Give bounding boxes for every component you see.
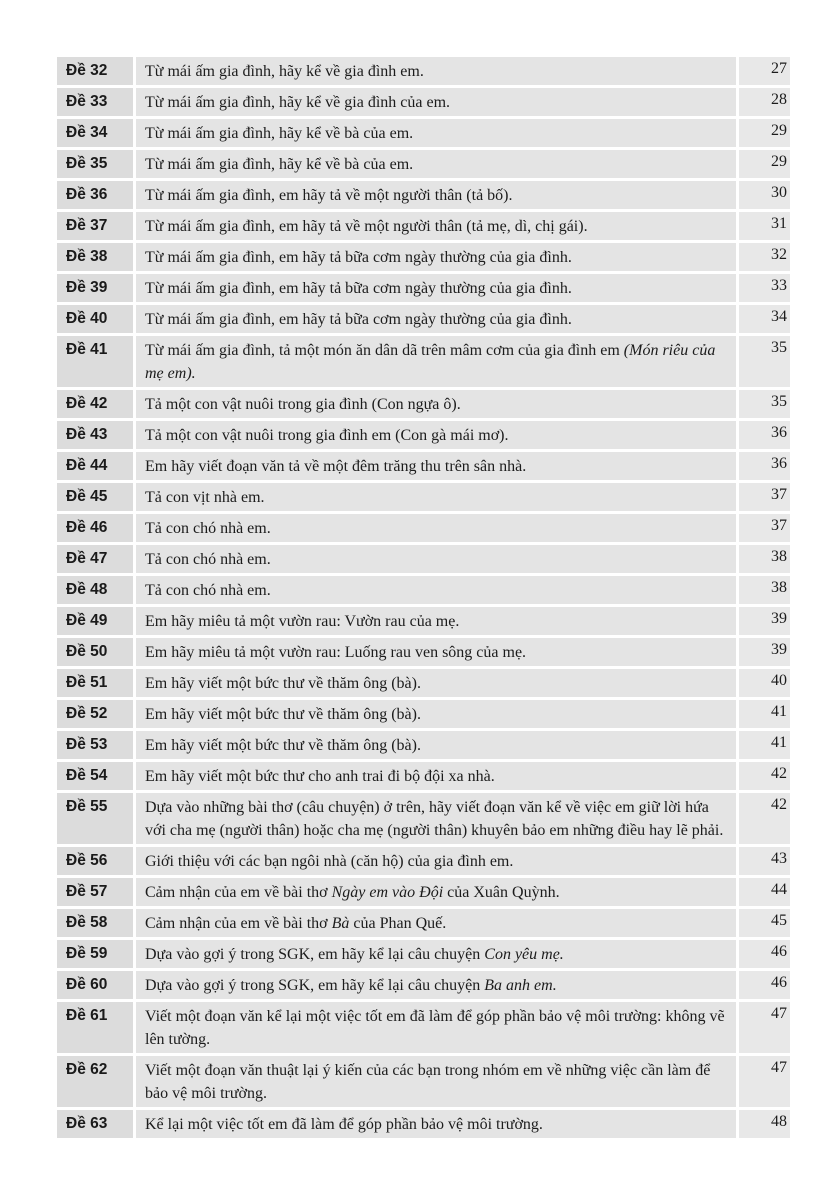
toc-entry[interactable] bbox=[57, 88, 790, 116]
entry-title-text: Từ mái ấm gia đình, em hãy tả bữa cơm ngày thường của gia đình. bbox=[145, 311, 572, 328]
entry-number: Đề 42 bbox=[57, 390, 133, 418]
toc-entry[interactable] bbox=[57, 971, 790, 999]
entry-title-text: Em hãy miêu tả một vườn rau: Luống rau ven sông của mẹ. bbox=[145, 644, 527, 661]
toc-entry[interactable] bbox=[57, 731, 790, 759]
entry-number: Đề 63 bbox=[57, 1110, 133, 1138]
entry-page-number: 29 bbox=[739, 150, 790, 178]
entry-page-number: 27 bbox=[739, 57, 790, 85]
entry-title bbox=[136, 607, 736, 635]
toc-entry[interactable] bbox=[57, 669, 790, 697]
entry-page-number: 47 bbox=[739, 1056, 790, 1107]
entry-page-number: 35 bbox=[739, 390, 790, 418]
entry-number: Đề 41 bbox=[57, 336, 133, 387]
entry-title-text: Từ mái ấm gia đình, em hãy tả về một người thân (tả mẹ, dì, chị gái). bbox=[145, 218, 588, 235]
entry-number: Đề 61 bbox=[57, 1002, 133, 1053]
entry-page-number: 45 bbox=[739, 909, 790, 937]
toc-entry[interactable] bbox=[57, 57, 790, 85]
entry-title-text: của Phan Quế. bbox=[349, 915, 447, 932]
entry-title-text: Tả một con vật nuôi trong gia đình em (Con gà mái mơ). bbox=[145, 427, 509, 444]
entry-title-text: Viết một đoạn văn thuật lại ý kiến của các bạn trong nhóm em về những việc cần làm để bảo vệ môi trường. bbox=[145, 1062, 711, 1102]
entry-title bbox=[136, 305, 736, 333]
entry-number: Đề 43 bbox=[57, 421, 133, 449]
entry-number: Đề 45 bbox=[57, 483, 133, 511]
entry-title bbox=[136, 731, 736, 759]
entry-title bbox=[136, 119, 736, 147]
entry-title bbox=[136, 212, 736, 240]
entry-title-text: Cảm nhận của em về bài thơ bbox=[145, 915, 332, 932]
entry-page-number: 37 bbox=[739, 483, 790, 511]
entry-title-italic: (Món riêu của mẹ em). bbox=[145, 342, 716, 382]
entry-page-number: 31 bbox=[739, 212, 790, 240]
entry-number: Đề 40 bbox=[57, 305, 133, 333]
toc-entry[interactable] bbox=[57, 940, 790, 968]
entry-title bbox=[136, 545, 736, 573]
entry-page-number: 33 bbox=[739, 274, 790, 302]
toc-entry[interactable] bbox=[57, 119, 790, 147]
entry-title bbox=[136, 1056, 736, 1107]
entry-number: Đề 55 bbox=[57, 793, 133, 844]
entry-title bbox=[136, 150, 736, 178]
entry-title-italic: Ngày em vào Đội bbox=[331, 884, 444, 901]
entry-number: Đề 48 bbox=[57, 576, 133, 604]
entry-title-text: Tả con vịt nhà em. bbox=[145, 489, 265, 506]
toc-entry[interactable] bbox=[57, 181, 790, 209]
entry-number: Đề 54 bbox=[57, 762, 133, 790]
toc-entry[interactable] bbox=[57, 1110, 790, 1138]
entry-title-text: Tả con chó nhà em. bbox=[145, 551, 271, 568]
entry-title bbox=[136, 57, 736, 85]
entry-title-text: Em hãy viết một bức thư về thăm ông (bà). bbox=[145, 706, 421, 723]
entry-page-number: 37 bbox=[739, 514, 790, 542]
entry-page-number: 38 bbox=[739, 545, 790, 573]
entry-title-text: Dựa vào gợi ý trong SGK, em hãy kể lại câu chuyện bbox=[145, 977, 485, 994]
entry-title-text: Em hãy miêu tả một vườn rau: Vườn rau của mẹ. bbox=[145, 613, 460, 630]
toc-entry[interactable] bbox=[57, 878, 790, 906]
toc-entry[interactable] bbox=[57, 545, 790, 573]
entry-title-text: Tả con chó nhà em. bbox=[145, 520, 271, 537]
entry-number: Đề 50 bbox=[57, 638, 133, 666]
entry-number: Đề 51 bbox=[57, 669, 133, 697]
entry-number: Đề 57 bbox=[57, 878, 133, 906]
entry-title bbox=[136, 483, 736, 511]
toc-entry[interactable] bbox=[57, 390, 790, 418]
entry-title bbox=[136, 847, 736, 875]
entry-page-number: 39 bbox=[739, 638, 790, 666]
entry-page-number: 44 bbox=[739, 878, 790, 906]
entry-title-text: Giới thiệu với các bạn ngôi nhà (căn hộ) của gia đình em. bbox=[145, 853, 514, 870]
entry-page-number: 42 bbox=[739, 762, 790, 790]
toc-entry[interactable] bbox=[57, 847, 790, 875]
entry-title bbox=[136, 971, 736, 999]
toc-entry[interactable] bbox=[57, 243, 790, 271]
entry-title-text: Từ mái ấm gia đình, hãy kể về gia đình em. bbox=[145, 63, 424, 80]
entry-number: Đề 46 bbox=[57, 514, 133, 542]
entry-number: Đề 34 bbox=[57, 119, 133, 147]
entry-title-text: Em hãy viết một bức thư về thăm ông (bà). bbox=[145, 675, 421, 692]
entry-page-number: 34 bbox=[739, 305, 790, 333]
toc-entry[interactable] bbox=[57, 305, 790, 333]
entry-page-number: 47 bbox=[739, 1002, 790, 1053]
entry-title bbox=[136, 1002, 736, 1053]
entry-title bbox=[136, 762, 736, 790]
entry-number: Đề 49 bbox=[57, 607, 133, 635]
entry-number: Đề 60 bbox=[57, 971, 133, 999]
toc-entry[interactable] bbox=[57, 421, 790, 449]
entry-number: Đề 35 bbox=[57, 150, 133, 178]
entry-title bbox=[136, 669, 736, 697]
entry-title bbox=[136, 940, 736, 968]
toc-entry[interactable] bbox=[57, 212, 790, 240]
entry-number: Đề 52 bbox=[57, 700, 133, 728]
entry-number: Đề 59 bbox=[57, 940, 133, 968]
entry-page-number: 46 bbox=[739, 940, 790, 968]
toc-entry[interactable] bbox=[57, 762, 790, 790]
entry-page-number: 48 bbox=[739, 1110, 790, 1138]
entry-number: Đề 38 bbox=[57, 243, 133, 271]
entry-title bbox=[136, 274, 736, 302]
entry-title-text: Dựa vào những bài thơ (câu chuyện) ở trên, hãy viết đoạn văn kể về việc em giữ lời hứa với cha mẹ (người thân) hoặc cha mẹ (người thân) khuyên bảo em những điều hay lẽ phải. bbox=[145, 799, 724, 839]
entry-title-italic: Bà bbox=[331, 915, 350, 932]
entry-title-text: Em hãy viết một bức thư cho anh trai đi bộ đội xa nhà. bbox=[145, 768, 495, 785]
toc-entry[interactable] bbox=[57, 452, 790, 480]
entry-page-number: 38 bbox=[739, 576, 790, 604]
table-of-contents bbox=[57, 57, 790, 1141]
toc-entry[interactable] bbox=[57, 607, 790, 635]
toc-entry[interactable] bbox=[57, 1056, 790, 1107]
entry-title-text: Từ mái ấm gia đình, tả một món ăn dân dã trên mâm cơm của gia đình em bbox=[145, 342, 624, 359]
entry-title-text: Viết một đoạn văn kể lại một việc tốt em đã làm để góp phần bảo vệ môi trường: không vẽ lên tường. bbox=[145, 1008, 725, 1048]
entry-page-number: 46 bbox=[739, 971, 790, 999]
entry-title-text: Tả con chó nhà em. bbox=[145, 582, 271, 599]
entry-title-text: Từ mái ấm gia đình, hãy kể về bà của em. bbox=[145, 156, 414, 173]
entry-page-number: 43 bbox=[739, 847, 790, 875]
entry-page-number: 41 bbox=[739, 700, 790, 728]
entry-title bbox=[136, 878, 736, 906]
entry-title-text: Từ mái ấm gia đình, em hãy tả về một người thân (tả bố). bbox=[145, 187, 513, 204]
entry-title-text: của Xuân Quỳnh. bbox=[443, 884, 560, 901]
entry-title bbox=[136, 452, 736, 480]
entry-title bbox=[136, 514, 736, 542]
entry-title bbox=[136, 638, 736, 666]
toc-entry[interactable] bbox=[57, 150, 790, 178]
entry-page-number: 41 bbox=[739, 731, 790, 759]
toc-entry[interactable] bbox=[57, 638, 790, 666]
entry-number: Đề 62 bbox=[57, 1056, 133, 1107]
entry-title bbox=[136, 181, 736, 209]
entry-title-italic: Ba anh em. bbox=[484, 977, 557, 994]
entry-title bbox=[136, 88, 736, 116]
entry-number: Đề 39 bbox=[57, 274, 133, 302]
entry-page-number: 35 bbox=[739, 336, 790, 387]
entry-page-number: 28 bbox=[739, 88, 790, 116]
entry-number: Đề 32 bbox=[57, 57, 133, 85]
toc-entry[interactable] bbox=[57, 336, 790, 387]
toc-entry[interactable] bbox=[57, 1002, 790, 1053]
toc-entry[interactable] bbox=[57, 483, 790, 511]
toc-entry[interactable] bbox=[57, 274, 790, 302]
entry-number: Đề 37 bbox=[57, 212, 133, 240]
entry-title bbox=[136, 390, 736, 418]
entry-title-text: Em hãy viết đoạn văn tả về một đêm trăng thu trên sân nhà. bbox=[145, 458, 527, 475]
entry-title-text: Cảm nhận của em về bài thơ bbox=[145, 884, 332, 901]
entry-title-italic: Con yêu mẹ. bbox=[484, 946, 564, 963]
entry-title-text: Dựa vào gợi ý trong SGK, em hãy kể lại câu chuyện bbox=[145, 946, 485, 963]
entry-number: Đề 44 bbox=[57, 452, 133, 480]
entry-title-text: Từ mái ấm gia đình, em hãy tả bữa cơm ngày thường của gia đình. bbox=[145, 249, 572, 266]
entry-number: Đề 58 bbox=[57, 909, 133, 937]
entry-page-number: 36 bbox=[739, 421, 790, 449]
entry-title bbox=[136, 793, 736, 844]
entry-page-number: 29 bbox=[739, 119, 790, 147]
entry-page-number: 32 bbox=[739, 243, 790, 271]
entry-title bbox=[136, 243, 736, 271]
entry-page-number: 30 bbox=[739, 181, 790, 209]
entry-page-number: 42 bbox=[739, 793, 790, 844]
entry-number: Đề 47 bbox=[57, 545, 133, 573]
entry-number: Đề 36 bbox=[57, 181, 133, 209]
entry-title bbox=[136, 576, 736, 604]
toc-entry[interactable] bbox=[57, 793, 790, 844]
toc-entry[interactable] bbox=[57, 576, 790, 604]
entry-page-number: 40 bbox=[739, 669, 790, 697]
entry-title bbox=[136, 909, 736, 937]
entry-number: Đề 33 bbox=[57, 88, 133, 116]
entry-title bbox=[136, 336, 736, 387]
toc-entry[interactable] bbox=[57, 909, 790, 937]
entry-number: Đề 53 bbox=[57, 731, 133, 759]
entry-title-text: Kể lại một việc tốt em đã làm để góp phần bảo vệ môi trường. bbox=[145, 1116, 543, 1133]
entry-number: Đề 56 bbox=[57, 847, 133, 875]
entry-title bbox=[136, 421, 736, 449]
entry-page-number: 39 bbox=[739, 607, 790, 635]
toc-entry[interactable] bbox=[57, 514, 790, 542]
entry-title-text: Từ mái ấm gia đình, em hãy tả bữa cơm ngày thường của gia đình. bbox=[145, 280, 572, 297]
entry-title-text: Từ mái ấm gia đình, hãy kể về bà của em. bbox=[145, 125, 414, 142]
entry-title bbox=[136, 700, 736, 728]
entry-page-number: 36 bbox=[739, 452, 790, 480]
entry-title-text: Em hãy viết một bức thư về thăm ông (bà). bbox=[145, 737, 421, 754]
entry-title bbox=[136, 1110, 736, 1138]
toc-entry[interactable] bbox=[57, 700, 790, 728]
entry-title-text: Tả một con vật nuôi trong gia đình (Con ngựa ô). bbox=[145, 396, 461, 413]
entry-title-text: Từ mái ấm gia đình, hãy kể về gia đình của em. bbox=[145, 94, 451, 111]
